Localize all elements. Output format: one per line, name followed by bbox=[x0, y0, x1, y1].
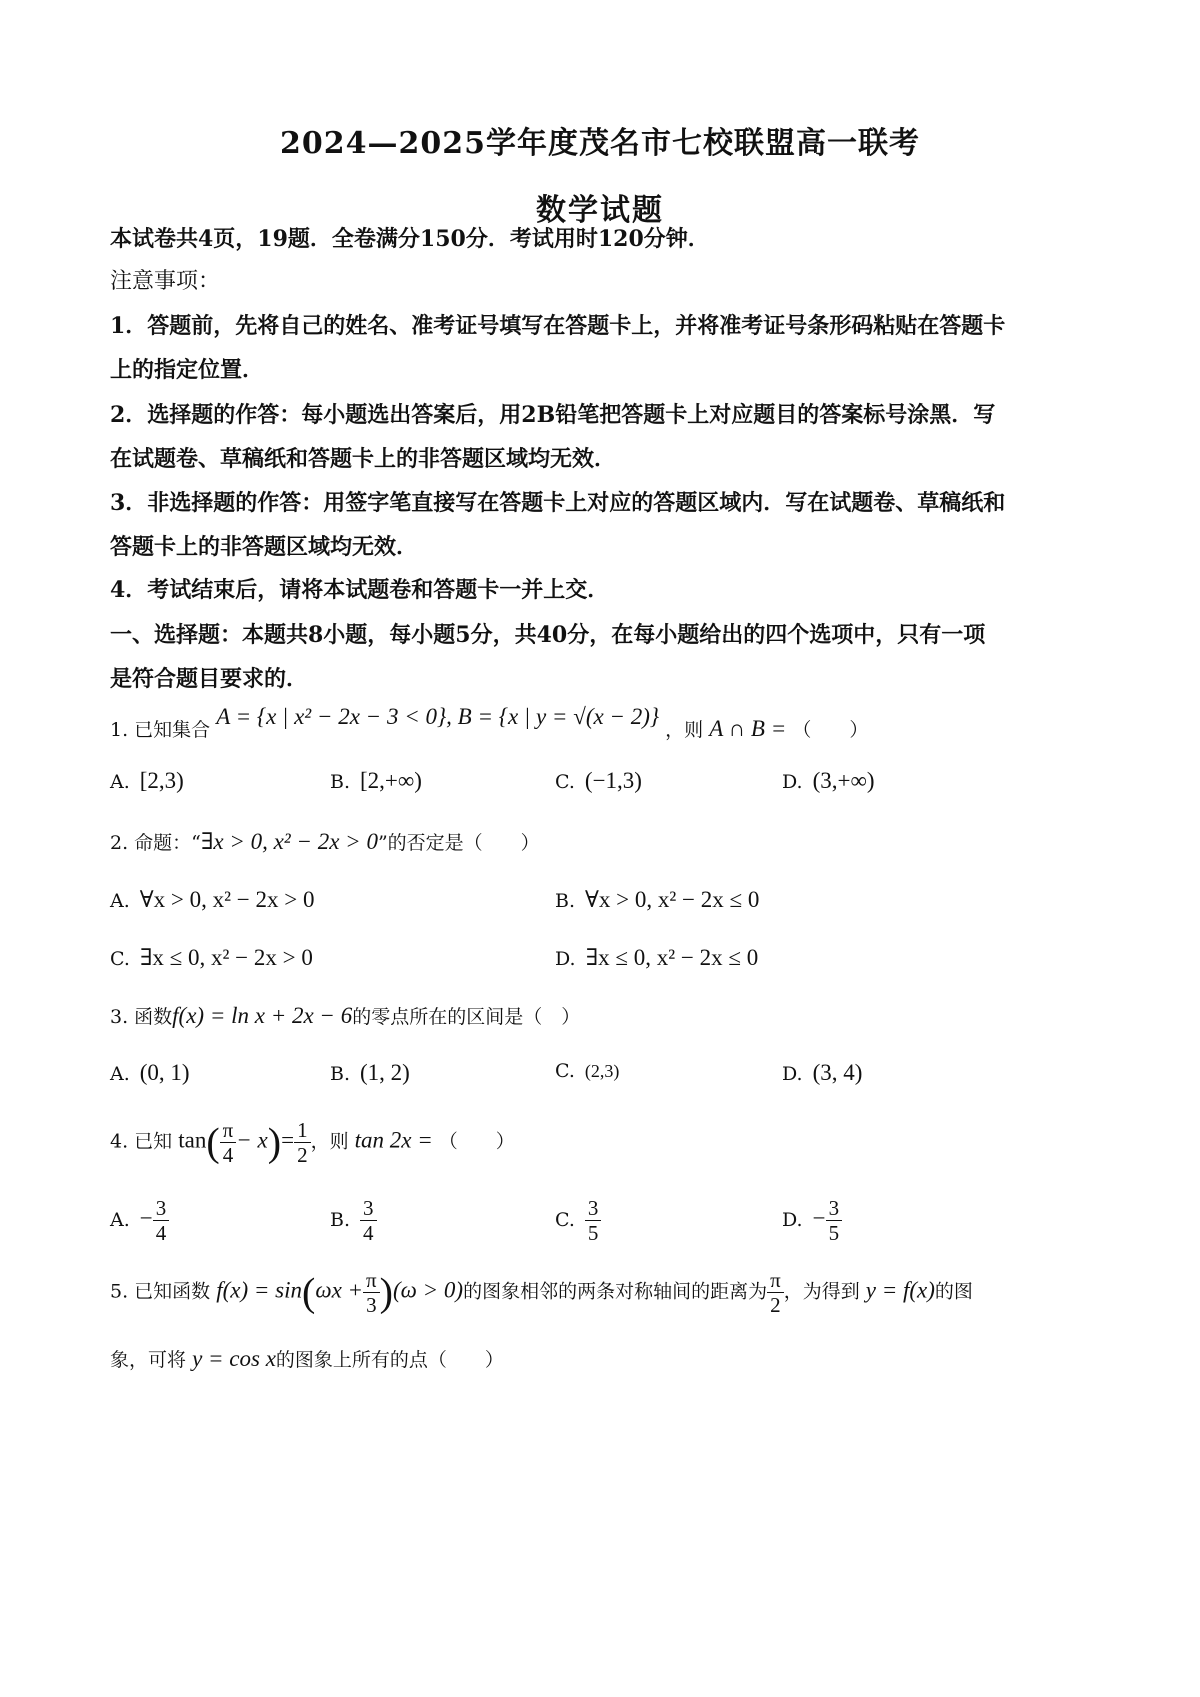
q2-option-a bbox=[110, 887, 314, 913]
q5-prefix: 5. 已知函数 bbox=[110, 1280, 211, 1303]
q4-prefix: 4. 已知 bbox=[110, 1130, 173, 1153]
option-numerator: 3 bbox=[153, 1196, 170, 1221]
option-denominator: 5 bbox=[587, 1221, 599, 1245]
q1-paren: （ ） bbox=[792, 719, 869, 741]
q1-sets: A = {x | x² − 2x − 3 < 0}, B = {x | y = √(x − 2)} bbox=[216, 704, 660, 729]
q4-tan: tan bbox=[178, 1127, 207, 1153]
option-label: B. bbox=[330, 1063, 351, 1085]
option-denominator: 5 bbox=[828, 1221, 840, 1245]
option-value: [2,3) bbox=[139, 768, 184, 793]
option-value: (2,3) bbox=[584, 1061, 620, 1081]
q4-minus-x: − x bbox=[236, 1127, 268, 1153]
q2-option-b bbox=[555, 887, 759, 913]
notice-1b: 上的指定位置． bbox=[110, 357, 265, 383]
q4-target: tan 2x = bbox=[354, 1127, 433, 1153]
q4-pi: π bbox=[220, 1118, 237, 1143]
section-heading-b: 是符合题目要求的． bbox=[110, 666, 309, 692]
q5-yfx: y = f(x) bbox=[865, 1277, 935, 1303]
q5-end: 的图 bbox=[934, 1280, 973, 1303]
q4-option-d bbox=[782, 1196, 842, 1245]
option-numerator: 3 bbox=[585, 1196, 602, 1221]
q5-line2-b: 的图象上所有的点（ ） bbox=[275, 1349, 504, 1371]
q2-option-c bbox=[110, 945, 313, 971]
q5-pi-over-3 bbox=[363, 1268, 380, 1317]
notice-heading: 注意事项： bbox=[110, 269, 221, 294]
q1-option-d bbox=[782, 768, 875, 794]
question-5-line-1 bbox=[110, 1268, 973, 1317]
q5-cond: (ω > 0) bbox=[392, 1277, 464, 1303]
option-label: A. bbox=[110, 1063, 130, 1085]
q4-two: 2 bbox=[297, 1143, 308, 1167]
q5-rparen: ) bbox=[379, 1269, 393, 1315]
option-value: (3,+∞) bbox=[812, 768, 875, 793]
option-value: (−1,3) bbox=[584, 768, 642, 793]
q2-proposition: ∃x > 0, x² − 2x > 0 bbox=[200, 829, 378, 854]
exam-summary: 本试卷共4页，19题．全卷满分150分．考试用时120分钟． bbox=[110, 226, 710, 252]
q4-pi-over-4 bbox=[220, 1118, 237, 1167]
option-fraction bbox=[826, 1196, 843, 1245]
q5-mid2: ，为得到 bbox=[783, 1280, 860, 1303]
option-sign: − bbox=[812, 1205, 826, 1231]
notice-2b: 在试题卷、草稿纸和答题卡上的非答题区域均无效． bbox=[110, 446, 617, 472]
q4-then: ，则 bbox=[310, 1130, 349, 1153]
q5-line2-a: 象，可将 bbox=[110, 1349, 187, 1371]
option-label: D. bbox=[782, 771, 803, 793]
question-5-line-2 bbox=[110, 1345, 504, 1372]
q3-option-c bbox=[555, 1060, 619, 1082]
option-value: [2,+∞) bbox=[360, 768, 422, 793]
option-denominator: 4 bbox=[155, 1221, 167, 1245]
q2-suffix: ”的否定是（ ） bbox=[377, 832, 540, 854]
option-label: B. bbox=[330, 1208, 351, 1231]
q3-suffix: 的零点所在的区间是（ ） bbox=[352, 1006, 581, 1028]
q4-rparen: ) bbox=[267, 1119, 282, 1165]
q5-pi-over-2 bbox=[767, 1268, 784, 1317]
option-value: (0, 1) bbox=[139, 1060, 190, 1085]
q3-option-b bbox=[330, 1060, 410, 1086]
option-label: A. bbox=[110, 1208, 130, 1231]
option-label: C. bbox=[110, 948, 130, 970]
option-value: ∀x > 0, x² − 2x ≤ 0 bbox=[585, 887, 760, 912]
option-label: B. bbox=[555, 890, 576, 912]
q5-func: f(x) = sin bbox=[216, 1277, 302, 1303]
option-numerator: 3 bbox=[826, 1196, 843, 1221]
option-value: ∃x ≤ 0, x² − 2x > 0 bbox=[139, 945, 313, 970]
option-label: B. bbox=[330, 771, 351, 793]
q4-option-a bbox=[110, 1196, 169, 1245]
question-2 bbox=[110, 828, 540, 855]
q1-option-b bbox=[330, 768, 422, 794]
notice-4: 4．考试结束后，请将本试题卷和答题卡一并上交． bbox=[110, 577, 610, 603]
q3-option-a bbox=[110, 1060, 190, 1086]
option-denominator: 4 bbox=[363, 1221, 374, 1245]
section-heading-a: 一、选择题：本题共8小题，每小题5分，共40分，在每小题给出的四个选项中，只有一项 bbox=[110, 622, 986, 648]
q5-three: 3 bbox=[366, 1293, 377, 1317]
option-label: A. bbox=[110, 890, 130, 912]
q1-suffix: ，则 bbox=[665, 719, 704, 741]
option-label: C. bbox=[555, 1060, 575, 1082]
q4-paren: （ ） bbox=[438, 1130, 515, 1153]
q4-four: 4 bbox=[222, 1143, 234, 1167]
q5-ycos: y = cos x bbox=[192, 1346, 276, 1371]
q1-option-c bbox=[555, 768, 642, 794]
option-sign: − bbox=[139, 1205, 153, 1231]
q4-half bbox=[294, 1118, 311, 1167]
option-fraction bbox=[360, 1196, 377, 1245]
q5-mid: 的图象相邻的两条对称轴间的距离为 bbox=[463, 1280, 768, 1303]
option-fraction bbox=[585, 1196, 602, 1245]
question-3 bbox=[110, 1002, 580, 1029]
option-value: (3, 4) bbox=[812, 1060, 863, 1085]
question-1 bbox=[110, 704, 869, 742]
exam-subtitle: 数学试题 bbox=[536, 193, 664, 228]
q4-option-c bbox=[555, 1196, 601, 1245]
exam-title: 2024—2025学年度茂名市七校联盟高一联考 bbox=[280, 126, 920, 161]
notice-3a: 3．非选择题的作答：用签字笔直接写在答题卡上对应的答题区域内．写在试题卷、草稿纸和 bbox=[110, 490, 1006, 516]
q4-option-b bbox=[330, 1196, 377, 1245]
q3-prefix: 3. 函数 bbox=[110, 1006, 173, 1028]
option-value: (1, 2) bbox=[360, 1060, 410, 1085]
q2-prefix: 2. 命题：“ bbox=[110, 832, 201, 854]
option-value: ∀x > 0, x² − 2x > 0 bbox=[139, 887, 315, 912]
q4-lparen: ( bbox=[206, 1119, 220, 1165]
option-label: D. bbox=[555, 948, 576, 970]
option-label: D. bbox=[782, 1208, 803, 1231]
q1-target: A ∩ B = bbox=[709, 716, 787, 741]
question-4 bbox=[110, 1118, 515, 1167]
q5-pi: π bbox=[363, 1268, 380, 1293]
option-label: C. bbox=[555, 1208, 575, 1231]
q3-function: f(x) = ln x + 2x − 6 bbox=[172, 1003, 353, 1028]
q5-half-pi: π bbox=[767, 1268, 784, 1293]
q1-option-a bbox=[110, 768, 184, 794]
notice-1a: 1．答题前，先将自己的姓名、准考证号填写在答题卡上，并将准考证号条形码粘贴在答题卡 bbox=[110, 313, 1006, 339]
option-numerator: 3 bbox=[360, 1196, 377, 1221]
q2-option-d bbox=[555, 945, 758, 971]
q4-eq: = bbox=[281, 1127, 295, 1153]
q5-lparen: ( bbox=[302, 1269, 316, 1315]
q3-option-d bbox=[782, 1060, 862, 1086]
notice-2a: 2．选择题的作答：每小题选出答案后，用2B铅笔把答题卡上对应题目的答案标号涂黑．写 bbox=[110, 402, 996, 428]
option-label: C. bbox=[555, 771, 575, 793]
option-label: A. bbox=[110, 771, 130, 793]
q5-half-two: 2 bbox=[770, 1293, 781, 1317]
option-fraction bbox=[153, 1196, 170, 1245]
option-value: ∃x ≤ 0, x² − 2x ≤ 0 bbox=[585, 945, 759, 970]
q4-one: 1 bbox=[294, 1118, 311, 1143]
q1-prefix: 1. 已知集合 bbox=[110, 719, 211, 741]
option-label: D. bbox=[782, 1063, 803, 1085]
notice-3b: 答题卡上的非答题区域均无效． bbox=[110, 534, 419, 560]
q5-omega-x: ωx + bbox=[315, 1277, 364, 1303]
